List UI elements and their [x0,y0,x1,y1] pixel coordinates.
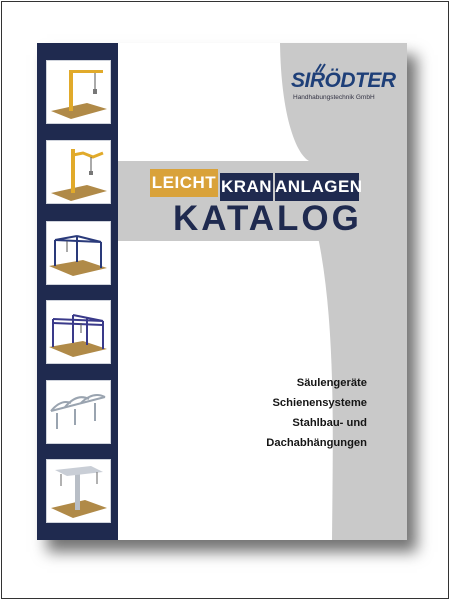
rail-system-frame-icon [47,222,110,284]
thumbnail-wall-jib-crane [46,140,111,204]
roof-suspension-icon [47,381,110,443]
thumbnail-roof-suspension [46,380,111,444]
company-logo [291,63,407,113]
feature-item: Säulengeräte [296,377,367,389]
feature-item: Stahlbau- und [292,417,367,429]
thumbnail-sidebar [37,43,118,540]
feature-list [266,373,367,453]
steel-frame-crane-icon [47,301,110,363]
title-word-anlagen: ANLAGEN [275,173,359,201]
feature-item: Dachabhängungen [266,437,367,449]
thumbnail-pillar-jib-crane [46,60,111,124]
wall-jib-crane-icon [47,141,110,203]
catalog-cover [37,43,407,540]
swivel-arm-crane-icon [47,460,110,522]
thumbnail-swivel-arm-crane [46,459,111,523]
thumbnail-steel-frame [46,300,111,364]
title-word-kran: KRAN [220,173,273,201]
catalog-title: KATALOG [173,199,362,238]
feature-item: Schienensysteme [272,397,367,409]
title-word-leicht: LEICHT [150,169,218,197]
logo-subtitle: Handhabungstechnik GmbH [293,94,375,101]
thumbnail-rail-system [46,221,111,285]
pillar-jib-crane-icon [47,61,110,123]
logo-wordmark: SIRÖDTER [291,69,396,92]
